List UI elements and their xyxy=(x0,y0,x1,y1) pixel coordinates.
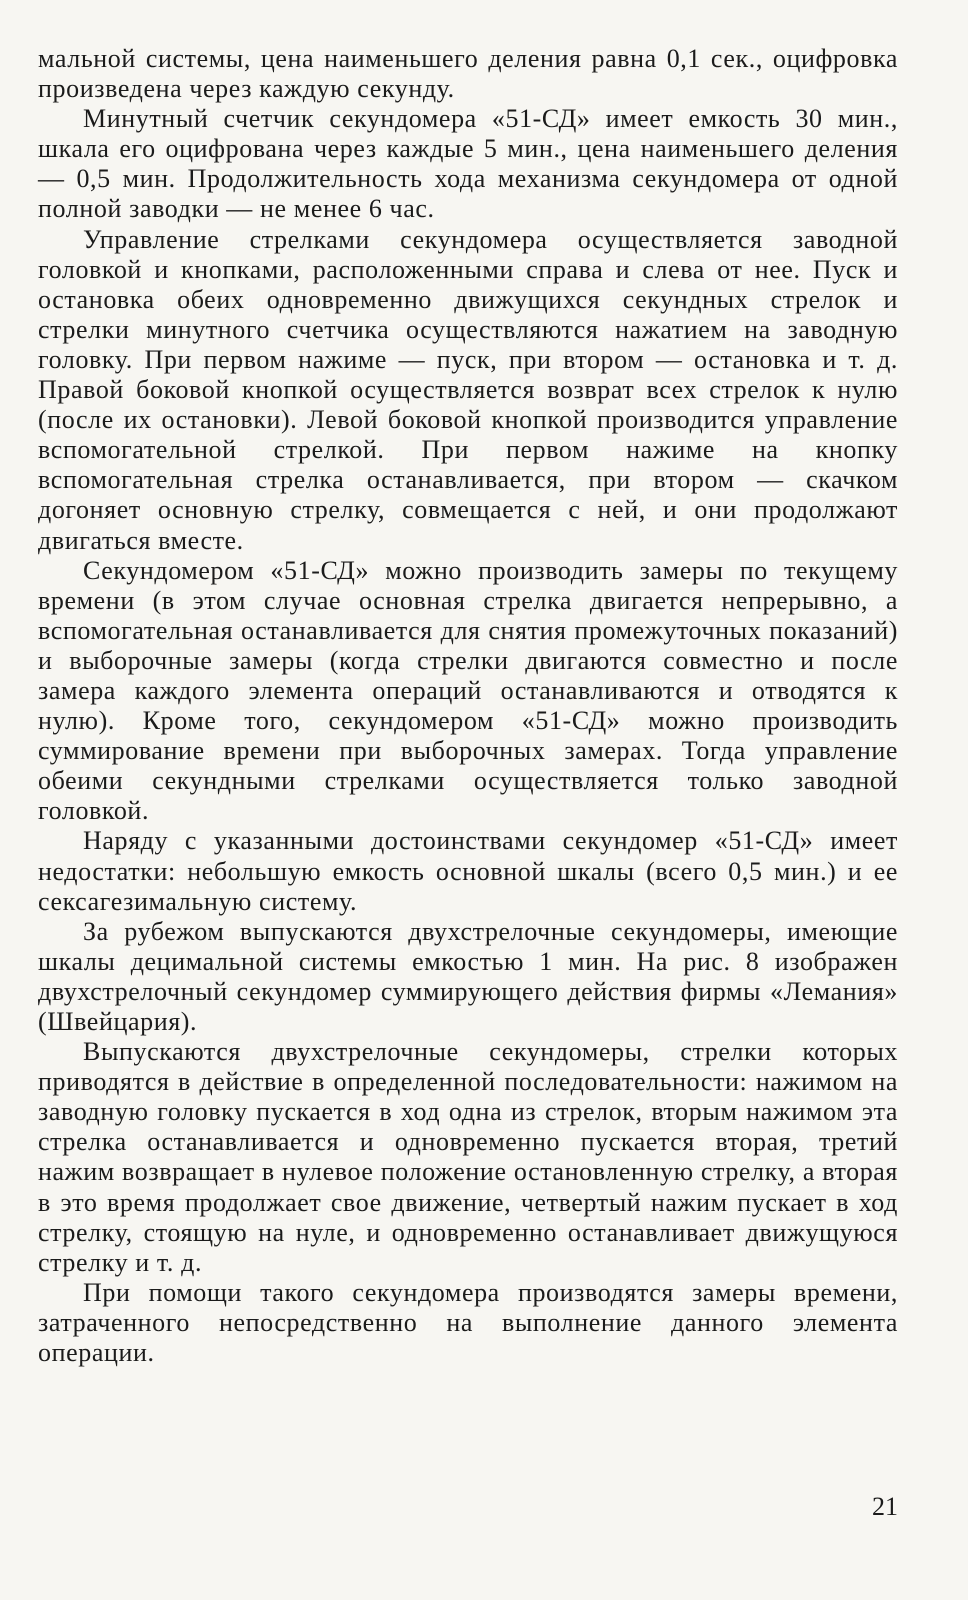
page-number: 21 xyxy=(872,1492,898,1521)
paragraph-hand-control: Управление стрелками секундомера осуществляется заводной головкой и кнопками, расположенными справа и слева от нее. Пуск и остановка обеих одновременно движущихся секундных стрелок и стрелки минутного счетчика осуществляются нажатием на заводную головку. При первом нажиме — пуск, при втором — остановка и т. д. Правой боковой кнопкой осуществляется возврат всех стрелок к нулю (после их остановки). Левой боковой кнопкой производится управление вспомогательной стрелкой. При первом нажиме на кнопку вспомогательная стрелка останавливается, при втором — скачком догоняет основную стрелку, совмещается с ней, и они продолжают двигаться вместе. xyxy=(38,224,898,555)
paragraph-measurements: Секундомером «51-СД» можно производить замеры по текущему времени (в этом случае основная стрелка двигается непрерывно, а вспомогательная останавливается для снятия промежуточных показаний) и выборочные замеры (когда стрелки двигаются совместно и после замера каждого элемента операций останавливаются и отводятся к нулю). Кроме того, секундомером «51-СД» можно производить суммирование времени при выборочных замерах. Тогда управление обеими секундными стрелками осуществляется только заводной головкой. xyxy=(38,555,898,826)
paragraph-minute-counter: Минутный счетчик секундомера «51-СД» имеет емкость 30 мин., шкала его оцифрована через каждые 5 мин., цена наименьшего деления — 0,5 мин. Продолжительность хода механизма секундомера от одной полной заводки — не менее 6 час. xyxy=(38,104,898,224)
page-text xyxy=(38,44,898,1368)
paragraph-conclusion: При помощи такого секундомера производятся замеры времени, затраченного непосредственно на выполнение данного элемента операции. xyxy=(38,1277,898,1368)
paragraph-continued: мальной системы, цена наименьшего деления равна 0,1 сек., оцифровка произведена через каждую секунду. xyxy=(38,44,898,104)
paragraph-drawbacks: Наряду с указанными достоинствами секундомер «51-СД» имеет недостатки: небольшую емкость основной шкалы (всего 0,5 мин.) и ее сексагезимальную систему. xyxy=(38,826,898,916)
paragraph-foreign-stopwatches: За рубежом выпускаются двухстрелочные секундомеры, имеющие шкалы децимальной системы емкостью 1 мин. На рис. 8 изображен двухстрелочный секундомер суммирующего действия фирмы «Лемания» (Швейцария). xyxy=(38,916,898,1036)
paragraph-sequential-hands: Выпускаются двухстрелочные секундомеры, стрелки которых приводятся в действие в определенной последовательности: нажимом на заводную головку пускается в ход одна из стрелок, вторым нажимом эта стрелка останавливается и одновременно пускается вторая, третий нажим возвращает в нулевое положение остановленную стрелку, а вторая в это время продолжает свое движение, четвертый нажим пускает в ход стрелку, стоящую на нуле, и одновременно останавливает движущуюся стрелку и т. д. xyxy=(38,1037,898,1277)
